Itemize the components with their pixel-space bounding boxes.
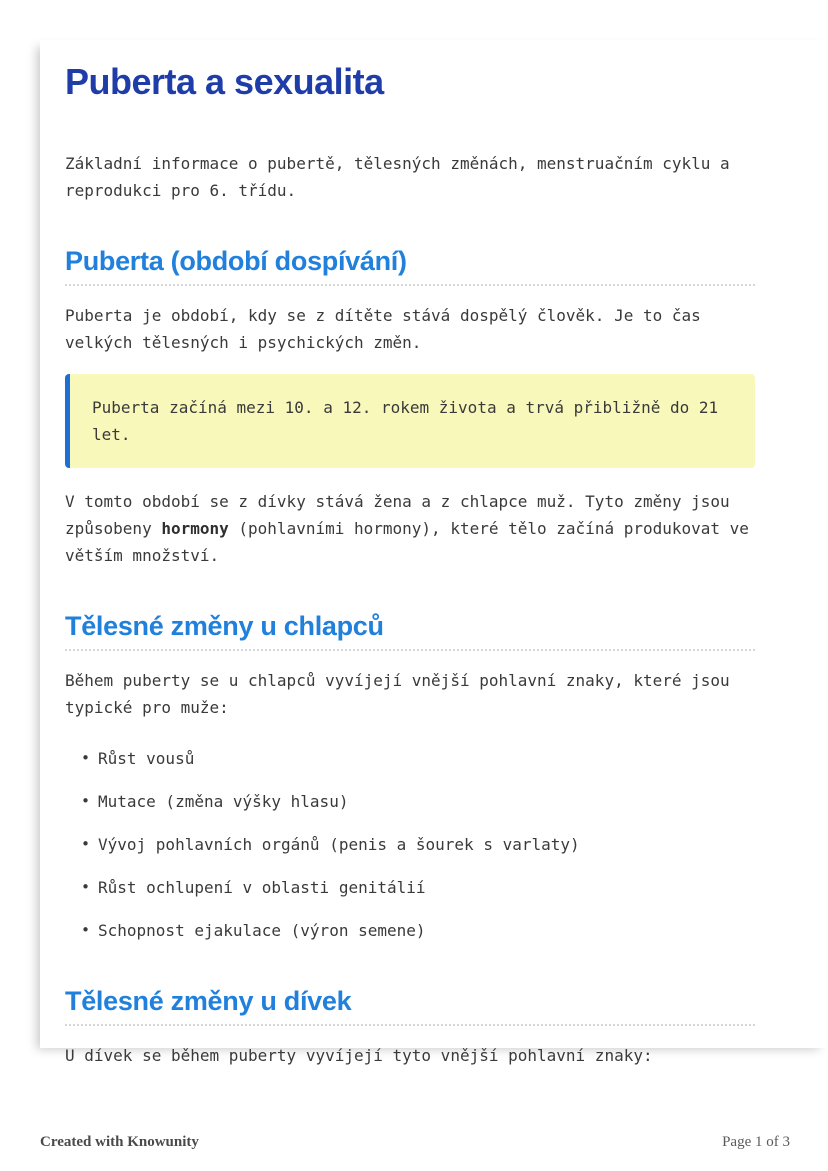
footer-branding: Created with Knowunity — [40, 1134, 199, 1150]
page-content — [40, 40, 828, 1069]
boys-changes-list — [65, 745, 755, 944]
hormones-paragraph — [65, 488, 755, 569]
chlapci-paragraph: Během puberty se u chlapců vyvíjejí vnější pohlavní znaky, které jsou typické pro muže: — [65, 671, 730, 717]
highlight-callout-box — [65, 374, 755, 468]
page-title: Puberta a sexualita — [65, 61, 384, 102]
hormones-paragraph-after: (pohlavními hormony), které tělo začíná produkovat ve větším množství. — [65, 519, 749, 565]
intro-paragraph: Základní informace o pubertě, tělesných změnách, menstruačním cyklu a reprodukci pro 6. třídu. — [65, 154, 730, 200]
section-heading-puberta: Puberta (období dospívání) — [65, 244, 755, 286]
divky-paragraph: U dívek se během puberty vyvíjejí tyto vnější pohlavní znaky: — [65, 1046, 653, 1065]
list-item: • Růst ochlupení v oblasti genitálií — [65, 874, 755, 901]
section-heading-divky: Tělesné změny u dívek — [65, 984, 755, 1026]
puberta-paragraph: Puberta je období, kdy se z dítěte stává dospělý člověk. Je to čas velkých tělesných i psychických změn. — [65, 306, 701, 352]
list-item: • Vývoj pohlavních orgánů (penis a šourek s varlaty) — [65, 831, 755, 858]
footer-page-number: Page 1 of 3 — [722, 1134, 790, 1150]
list-item: • Schopnost ejakulace (výron semene) — [65, 917, 755, 944]
list-item: • Růst vousů — [65, 745, 755, 772]
page-footer — [40, 1134, 790, 1151]
callout-text: Puberta začíná mezi 10. a 12. rokem života a trvá přibližně do 21 let. — [92, 398, 719, 444]
section-heading-chlapci: Tělesné změny u chlapců — [65, 609, 755, 651]
list-item: • Mutace (změna výšky hlasu) — [65, 788, 755, 815]
hormones-bold-term: hormony — [161, 519, 229, 538]
hormones-paragraph-before: V tomto období se z dívky stává žena a z chlapce muž. Tyto změny jsou způsobeny — [65, 492, 730, 538]
document-page — [40, 40, 828, 1065]
